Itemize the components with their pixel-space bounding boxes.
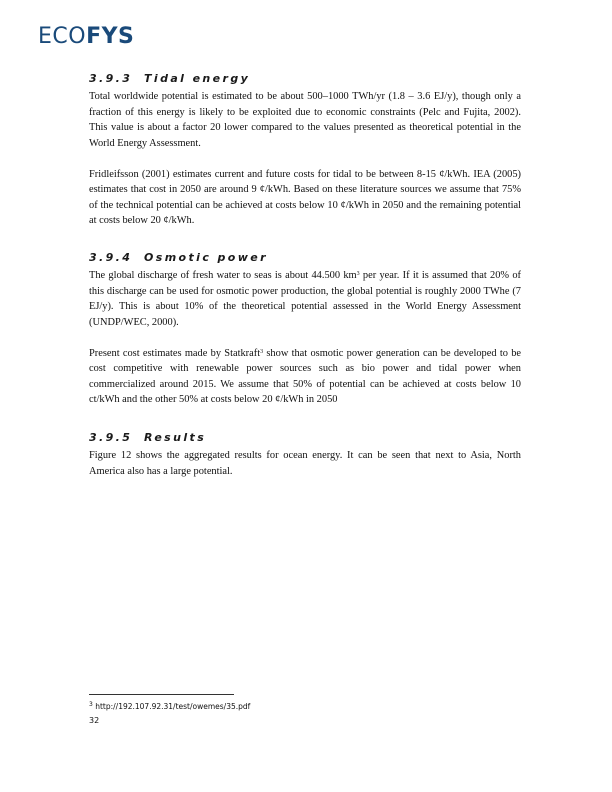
paragraph: Fridleifsson (2001) estimates current and future costs for tidal to be between 8-15 ¢/kWh. IEA (2005) estimates that cost in 2050 are around 9 ¢/kWh. Based on these literature sources we assume that 75% of the technical potential can be achieved at costs below 10 ¢/kWh in 2050 and the remaining potential at costs below 20 ¢/kWh.	[89, 168, 521, 226]
footnote-marker: 3	[89, 701, 93, 708]
section-results	[89, 431, 521, 479]
paragraph: Figure 12 shows the aggregated results for ocean energy. It can be seen that next to Asia, North America also has a large potential.	[89, 450, 521, 477]
paragraph: Total worldwide potential is estimated to be about 500–1000 TWh/yr (1.8 – 3.6 EJ/y), though only a fraction of this energy is likely to be exploited due to economic constraints (Pelc and Fujita, 2002). This value is about a factor 20 lower compared to the values presented as theoretical potential in the World Energy Assessment.	[89, 91, 521, 149]
section-tidal-energy	[89, 72, 521, 229]
section-number: 3.9.3	[89, 72, 133, 85]
section-title: Results	[144, 431, 207, 444]
superscript: 3	[356, 271, 360, 277]
section-heading	[89, 72, 521, 85]
footnote-divider	[89, 694, 234, 695]
logo-text-light: ECO	[38, 24, 87, 49]
section-heading	[89, 251, 521, 264]
footnote	[89, 702, 250, 711]
logo-text-bold: FYS	[86, 24, 135, 49]
page-number: 32	[89, 716, 100, 725]
footnote-text: http://192.107.92.31/test/owemes/35.pdf	[92, 702, 251, 711]
section-number: 3.9.4	[89, 251, 133, 264]
section-title: Osmotic power	[144, 251, 268, 264]
ecofys-logo	[38, 26, 134, 48]
section-heading	[89, 431, 521, 444]
paragraph: The global discharge of fresh water to seas is about 44.500 $km^3$ per year. If it is assumed that 20% of this discharge can be used for osmotic power production, the global potential is roughly 2000 TWhe (7 EJ/y). This is about 10% of the theoretical potential assessed in the World Energy Assessment (UNDP/WEC, 2000).	[89, 270, 521, 328]
paragraph: Present cost estimates made by Statkraft$^3$ show that osmotic power generation can be developed to be cost competitive with renewable power sources such as bio power and tidal power when commercialized around 2015. We assume that 50% of potential can be achieved at costs below 10 ct/kWh and the other 50% at costs below 20 ¢/kWh in 2050	[89, 347, 521, 405]
section-title: Tidal energy	[144, 72, 251, 85]
footnote-reference: 3	[260, 348, 264, 355]
section-number: 3.9.5	[89, 431, 133, 444]
section-osmotic-power	[89, 251, 521, 408]
